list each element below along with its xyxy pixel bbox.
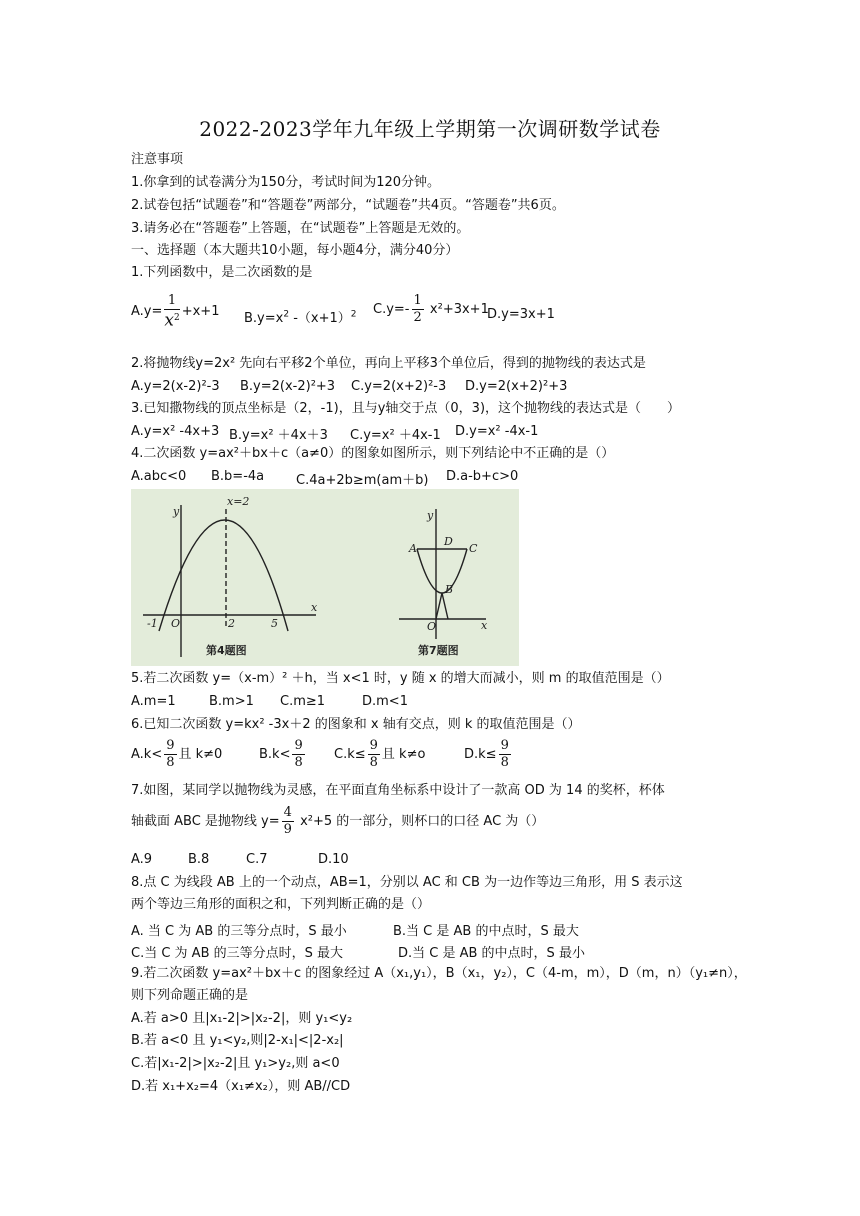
q4-option-d: D.a-b+c>0 — [446, 469, 519, 484]
q6-option-c: C.k≤ $\frac{9}{8}$ 且 k≠o — [334, 738, 426, 770]
section-heading: 一、选择题（本大题共10小题，每小题4分，满分40分） — [131, 243, 459, 258]
q6-d-fraction: $\frac{9}{8}$ — [500, 738, 509, 770]
note-1: 1.你拿到的试卷满分为150分，考试时间为120分钟。 — [131, 175, 441, 190]
q5-option-c: C.m≥1 — [280, 694, 326, 709]
q4-option-a: A.abc<0 — [131, 469, 187, 484]
q5-option-a: A.m=1 — [131, 694, 176, 709]
fig7-y-label: y — [427, 509, 434, 522]
figures-svg — [131, 489, 519, 666]
q1-option-d: D.y=3x+1 — [487, 307, 555, 322]
fig7-stem-right — [442, 593, 448, 619]
q8-option-d: D.当 C 是 AB 的中点时，S 最小 — [398, 946, 585, 961]
q1-a-fraction: $\frac{1}{x^2}$ — [164, 293, 180, 331]
q8-option-b: B.当 C 是 AB 的中点时，S 最大 — [393, 924, 579, 939]
page-title: 2022-2023学年九年级上学期第一次调研数学试卷 — [199, 117, 661, 141]
note-3: 3.请务必在“答题卷”上答题，在“试题卷”上答题是无效的。 — [131, 221, 470, 236]
q8-stem-line2: 两个等边三角形的面积之和，下列判断正确的是（） — [131, 897, 431, 912]
q9-option-c: C.若|x₁-2|>|x₂-2|且 y₁>y₂,则 a<0 — [131, 1056, 340, 1071]
q6-option-d: D.k≤ $\frac{9}{8}$ — [464, 738, 509, 770]
q6-a-fraction: $\frac{9}{8}$ — [166, 738, 175, 770]
notes-heading: 注意事项 — [131, 152, 184, 167]
q1-option-a: A.y= $\frac{1}{x^2}$ +x+1 — [131, 293, 220, 331]
fig7-point-a: A — [409, 542, 417, 555]
q3-stem: 3.已知撒物线的顶点坐标是（2，-1)，且与y轴交于点（0，3)，这个抛物线的表达式是（ ） — [131, 401, 681, 416]
q2-option-b: B.y=2(x-2)²+3 — [240, 379, 336, 394]
q8-option-a: A. 当 C 为 AB 的三等分点时，S 最小 — [131, 924, 347, 939]
figures-panel — [131, 489, 519, 666]
q1-c-fraction: $\frac{1}{2}$ — [413, 293, 422, 325]
q9-stem-line1: 9.若二次函数 y=ax²＋bx＋c 的图象经过 A（x₁,y₁），B（x₁，y₂），C（4-m，m），D（m，n）（y₁≠n）， — [131, 966, 747, 981]
q7-fraction: $\frac{4}{9}$ — [283, 805, 292, 837]
q7-option-c: C.7 — [246, 852, 268, 867]
q9-stem-line2: 则下列命题正确的是 — [131, 988, 249, 1003]
fig7-point-b: B — [445, 583, 454, 596]
q3-option-c: C.y=x² ＋4x-1 — [350, 428, 441, 443]
q1-stem: 1.下列函数中，是二次函数的是 — [131, 265, 313, 280]
q3-option-b: B.y=x² ＋4x＋3 — [229, 428, 328, 443]
fig7-point-c: C — [469, 542, 478, 555]
fig4-symmetry-label: x=2 — [227, 495, 250, 508]
q4-option-b: B.b=-4a — [211, 469, 265, 484]
q9-option-d: D.若 x₁+x₂=4（x₁≠x₂），则 AB//CD — [131, 1079, 351, 1094]
fig7-stem-left — [436, 593, 442, 619]
q5-stem: 5.若二次函数 y=（x-m）² ＋h，当 x<1 时，y 随 x 的增大而减小，则 m 的取值范围是（） — [131, 671, 670, 686]
q6-b-fraction: $\frac{9}{8}$ — [294, 738, 303, 770]
fig4-tick-5: 5 — [271, 617, 278, 630]
q7-option-b: B.8 — [188, 852, 210, 867]
q5-option-d: D.m<1 — [362, 694, 408, 709]
fig7-parabola — [417, 549, 467, 593]
q2-option-c: C.y=2(x+2)²-3 — [351, 379, 447, 394]
q2-option-a: A.y=2(x-2)²-3 — [131, 379, 220, 394]
q7-option-a: A.9 — [131, 852, 153, 867]
q7-option-d: D.10 — [318, 852, 349, 867]
q9-option-a: A.若 a>0 且|x₁-2|>|x₂-2|，则 y₁<y₂ — [131, 1011, 353, 1026]
q6-option-a: A.k< $\frac{9}{8}$ 且 k≠0 — [131, 738, 223, 770]
q1-option-c: C.y=- $\frac{1}{2}$ x²+3x+1 — [373, 293, 489, 325]
q1-option-b: $B.y=x^2$ $-(x+1)^2$ — [244, 309, 357, 326]
fig7-origin-label: O — [427, 620, 437, 633]
fig7-point-d: D — [444, 535, 453, 548]
q7-stem-line2: 轴截面 ABC 是抛物线 y= $\frac{4}{9}$ x²+5 的一部分，则杯口的口径 AC 为（） — [131, 805, 545, 837]
q9-option-b: B.若 a<0 且 y₁<y₂,则|2-x₁|<|2-x₂| — [131, 1033, 344, 1048]
q4-stem: 4.二次函数 y=ax²＋bx＋c（a≠0）的图象如图所示，则下列结论中不正确的是（） — [131, 446, 615, 461]
fig4-tick-neg1: -1 — [147, 617, 158, 630]
q8-option-c: C.当 C 为 AB 的三等分点时，S 最大 — [131, 946, 344, 961]
fig4-y-label: y — [173, 505, 180, 518]
fig4-tick-2: 2 — [228, 617, 235, 630]
q6-stem: 6.已知二次函数 y=kx² -3x＋2 的图象和 x 轴有交点，则 k 的取值范围是（） — [131, 717, 581, 732]
q8-stem-line1: 8.点 C 为线段 AB 上的一个动点，AB=1，分别以 AC 和 CB 为一边作等边三角形，用 S 表示这 — [131, 875, 683, 890]
q6-c-fraction: $\frac{9}{8}$ — [369, 738, 378, 770]
q2-option-d: D.y=2(x+2)²+3 — [465, 379, 568, 394]
note-2: 2.试卷包括“试题卷”和“答题卷”两部分，“试题卷”共4页。“答题卷”共6页。 — [131, 198, 565, 213]
fig4-origin-label: O — [171, 617, 181, 630]
q2-stem: 2.将抛物线y=2x² 先向右平移2个单位，再向上平移3个单位后，得到的抛物线的表达式是 — [131, 356, 646, 371]
fig4-caption: 第4题图 — [206, 644, 247, 657]
q7-stem-line1: 7.如图，某同学以抛物线为灵感，在平面直角坐标系中设计了一款高 OD 为 14 的奖杯，杯体 — [131, 783, 665, 798]
q4-option-c: C.4a+2b≥m(am＋b) — [296, 473, 429, 488]
q3-option-a: A.y=x² -4x+3 — [131, 424, 220, 439]
fig7-caption: 第7题图 — [418, 644, 459, 657]
q3-option-d: D.y=x² -4x-1 — [455, 424, 539, 439]
fig7-x-label: x — [481, 619, 488, 632]
q5-option-b: B.m>1 — [209, 694, 254, 709]
q6-option-b: B.k< $\frac{9}{8}$ — [259, 738, 303, 770]
fig4-x-label: x — [311, 601, 318, 614]
